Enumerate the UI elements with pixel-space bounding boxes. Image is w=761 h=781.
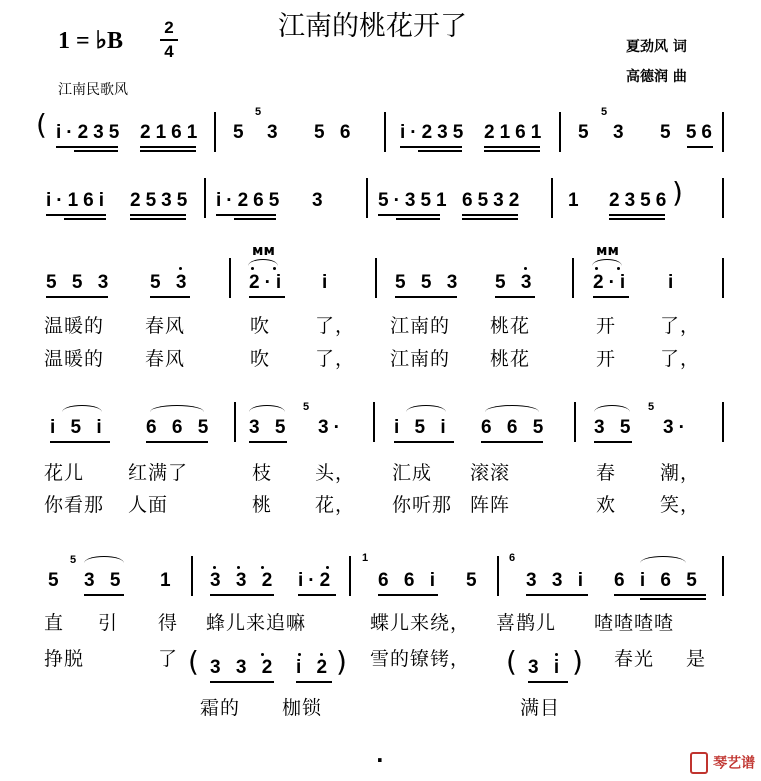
open-paren: (: [36, 108, 47, 141]
note-group: 6 6 5: [146, 417, 214, 438]
grace-note: 5: [70, 554, 77, 566]
note-group: 5 3: [495, 272, 537, 293]
song-title: 江南的桃花开了: [278, 11, 467, 42]
note-group: 2535: [130, 190, 193, 211]
grace-note: 5: [303, 401, 310, 413]
note-group: 5 5 3: [395, 272, 463, 293]
note: 3: [267, 122, 283, 143]
key-signature: 1 = ♭B: [58, 28, 124, 54]
note: 5: [578, 122, 594, 143]
note-group: i 5 i: [50, 417, 107, 438]
note-group: 3 3 2: [210, 657, 278, 678]
note: 3·: [663, 417, 690, 438]
close-paren: ): [672, 176, 683, 209]
trill-mark: ᴍᴍ: [596, 243, 619, 259]
style-note: 江南民歌风: [58, 82, 128, 98]
close-paren: ): [336, 645, 347, 678]
note-group: 6 6 5: [481, 417, 549, 438]
open-paren: (: [188, 645, 199, 678]
note-group: i·235: [56, 122, 125, 143]
grace-note: 5: [648, 401, 655, 413]
note-group: 6 6 i: [378, 570, 440, 591]
note: 3: [613, 122, 629, 143]
note-group: 2·i: [249, 272, 287, 293]
note-group: i 2: [296, 657, 333, 678]
note-group: 3 5: [249, 417, 291, 438]
note-group: i 5 i: [394, 417, 451, 438]
page-mark: ·: [376, 748, 384, 772]
note-group: 2161: [140, 122, 203, 143]
note-group: 6532: [462, 190, 525, 211]
note-group: 3 5: [84, 570, 126, 591]
trill-mark: ᴍᴍ: [252, 243, 275, 259]
open-paren: (: [506, 645, 517, 678]
note-group: i·16i: [46, 190, 110, 211]
grace-note: 6: [509, 552, 516, 564]
close-paren: ): [572, 645, 583, 678]
grace-note: 1: [362, 552, 369, 564]
note: 3: [312, 190, 328, 211]
note-group: 3 5: [594, 417, 636, 438]
grace-note: 5: [255, 106, 262, 118]
note: 5: [48, 570, 64, 591]
composer: 高德润 曲: [626, 69, 687, 85]
note-group: 5 5 3: [46, 272, 114, 293]
note-group: i·235: [400, 122, 469, 143]
note-group: 5·351: [378, 190, 452, 211]
note: i: [668, 272, 679, 293]
note-group: 3 3 2: [210, 570, 278, 591]
note: 1: [160, 570, 176, 591]
note-group: 5 3: [150, 272, 192, 293]
note-group: i·265: [216, 190, 285, 211]
note-group: 5 6: [314, 122, 356, 143]
grace-note: 5: [601, 106, 608, 118]
note-group: 3 i: [528, 657, 565, 678]
note-group: 6 i 6 5: [614, 570, 702, 591]
note-group: 3 3 i: [526, 570, 588, 591]
note: 5: [233, 122, 249, 143]
watermark-logo: 琴艺谱: [690, 752, 755, 774]
note-group: 2161: [484, 122, 547, 143]
note-group: 2·i: [593, 272, 631, 293]
note: 5: [466, 570, 482, 591]
note-group: 5 56: [660, 122, 717, 143]
note-group: i·2: [298, 570, 336, 591]
note: i: [322, 272, 333, 293]
lyricist: 夏劲风 词: [626, 39, 687, 55]
note: 3·: [318, 417, 345, 438]
note: 1: [568, 190, 584, 211]
time-signature: 2 4: [158, 18, 180, 62]
note-group: 2356: [609, 190, 672, 211]
